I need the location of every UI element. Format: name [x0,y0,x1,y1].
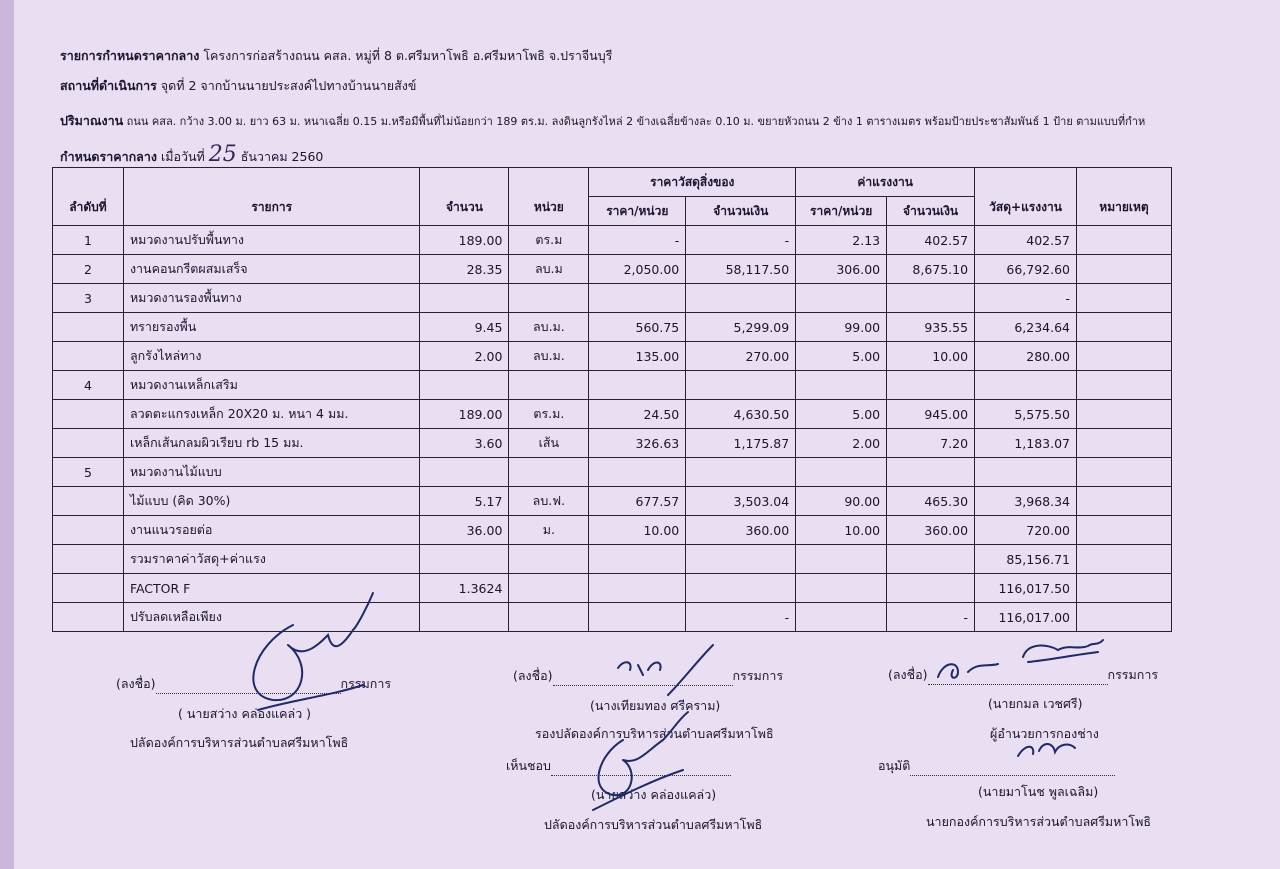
sign-label-2: (ลงชื่อ) [513,668,553,683]
committee-label-2: กรรมการ [732,668,784,683]
signature-2 [608,640,718,710]
cell-unit: เส้น [509,429,589,458]
cell-tot: 1,183.07 [975,429,1077,458]
cell-mp: - [589,226,686,255]
header-line-4 [60,142,323,167]
cell-note [1077,487,1172,516]
date-month-year: ธันวาคม 2560 [240,149,324,164]
cell-unit: ลบ.ม. [509,313,589,342]
signer-1-name: ( นายสว่าง คล่องแคล่ว ) [178,706,312,721]
cell-note [1077,226,1172,255]
dotted-line [928,684,1108,685]
signature-1 [233,585,383,720]
header-line-1 [60,46,612,66]
signer-4-position: ปลัดองค์การบริหารส่วนตำบลศรีมหาโพธิ [544,817,763,832]
cell-lp [796,458,887,487]
header-line-3 [60,111,1145,131]
cell-item: หมวดงานเหล็กเสริม [123,371,420,400]
cell-no: 4 [53,371,124,400]
signer-5-position: นายกองค์การบริหารส่วนตำบลศรีมหาโพธิ [926,814,1152,829]
cell-item: งานคอนกรีตผสมเสร็จ [123,255,420,284]
cell-note [1077,342,1172,371]
final-dash-2: - [887,603,975,632]
signature-5 [1013,736,1083,764]
cell-tot: 6,234.64 [975,313,1077,342]
cell-la: 7.20 [887,429,975,458]
cell-ma: 58,117.50 [686,255,796,284]
cell-note [1077,255,1172,284]
factor-label: FACTOR F [123,574,420,603]
cell-tot: 402.57 [975,226,1077,255]
table-row [53,429,1172,458]
cell-unit: ตร.ม [509,226,589,255]
document-page [8,0,1280,869]
cell-ma [686,284,796,313]
cell-mp: 677.57 [589,487,686,516]
final-row [53,603,1172,632]
header-item: รายการ [123,168,420,226]
cell-qty [420,284,509,313]
cell-unit: ลบ.ฟ. [509,487,589,516]
sum-label: รวมราคาค่าวัสดุ+ค่าแรง [123,545,420,574]
cell-no: 1 [53,226,124,255]
signature-3 [928,632,1108,682]
header-material-group: ราคาวัสดุสิ่งของ [589,168,796,197]
cell-ma: 270.00 [686,342,796,371]
committee-label-3: กรรมการ [1107,667,1159,682]
cell-tot: 280.00 [975,342,1077,371]
final-dash-1: - [686,603,796,632]
cell-tot: 66,792.60 [975,255,1077,284]
cell-qty: 36.00 [420,516,509,545]
cell-note [1077,313,1172,342]
cell-unit [509,371,589,400]
cell-qty: 189.00 [420,226,509,255]
cell-note [1077,284,1172,313]
cell-item: ไม้แบบ (คิด 30%) [123,487,420,516]
header-labor-unit-price: ราคา/หน่วย [796,197,887,226]
cell-tot [975,458,1077,487]
cell-qty: 28.35 [420,255,509,284]
cell-tot [975,371,1077,400]
cell-mp: 560.75 [589,313,686,342]
header-no: ลำดับที่ [53,168,124,226]
cell-qty: 3.60 [420,429,509,458]
cell-qty: 9.45 [420,313,509,342]
final-total: 116,017.00 [975,603,1077,632]
cell-note [1077,458,1172,487]
cell-mp: 24.50 [589,400,686,429]
cell-item: หมวดงานปรับพื้นทาง [123,226,420,255]
cell-qty [420,458,509,487]
cell-mp: 135.00 [589,342,686,371]
cell-item: หมวดงานไม้แบบ [123,458,420,487]
cell-note [1077,516,1172,545]
cell-note [1077,400,1172,429]
cell-item: ทรายรองพื้น [123,313,420,342]
cell-no [53,429,124,458]
signer-5-name: (นายมาโนช พูลเฉลิม) [978,784,1099,799]
table-row [53,487,1172,516]
cell-qty: 189.00 [420,400,509,429]
cell-mp [589,371,686,400]
table-row [53,342,1172,371]
header-unit: หน่วย [509,168,589,226]
sign-label-3: (ลงชื่อ) [888,667,928,682]
location-label: สถานที่ดำเนินการ [60,78,157,93]
cell-lp: 99.00 [796,313,887,342]
cell-lp: 2.00 [796,429,887,458]
signer-3-position: ผู้อำนวยการกองช่าง [990,726,1099,741]
factor-value: 1.3624 [420,574,509,603]
cell-no [53,400,124,429]
cell-la: 10.00 [887,342,975,371]
header-qty: จำนวน [420,168,509,226]
price-table [52,167,1172,632]
cell-note [1077,429,1172,458]
cell-la [887,458,975,487]
cell-la: 402.57 [887,226,975,255]
cell-la: 8,675.10 [887,255,975,284]
price-date-label: กำหนดราคากลาง [60,149,157,164]
cell-tot: 720.00 [975,516,1077,545]
cell-qty [420,371,509,400]
table-row [53,313,1172,342]
cell-no [53,516,124,545]
cell-item: หมวดงานรองพื้นทาง [123,284,420,313]
cell-no: 5 [53,458,124,487]
table-row [53,458,1172,487]
cell-la [887,371,975,400]
cell-tot: 3,968.34 [975,487,1077,516]
cell-unit: ลบ.ม. [509,342,589,371]
table-row [53,226,1172,255]
cell-lp: 10.00 [796,516,887,545]
cell-lp [796,371,887,400]
cell-unit: ลบ.ม [509,255,589,284]
cell-unit: ม. [509,516,589,545]
final-label: ปรับลดเหลือเพียง [123,603,420,632]
cell-item: เหล็กเส้นกลมผิวเรียบ rb 15 มม. [123,429,420,458]
header-line-2 [60,76,416,96]
cell-item: ลูกรังไหล่ทาง [123,342,420,371]
header-total: วัสดุ+แรงงาน [975,168,1077,226]
cell-la: 935.55 [887,313,975,342]
cell-item: งานแนวรอยต่อ [123,516,420,545]
cell-la: 360.00 [887,516,975,545]
dotted-line [910,775,1115,776]
cell-ma: 360.00 [686,516,796,545]
table-row [53,284,1172,313]
cell-ma: - [686,226,796,255]
cell-ma: 4,630.50 [686,400,796,429]
sign-label-1: (ลงชื่อ) [116,676,156,691]
cell-ma [686,371,796,400]
cell-ma: 5,299.09 [686,313,796,342]
header-material-unit-price: ราคา/หน่วย [589,197,686,226]
cell-qty: 5.17 [420,487,509,516]
cell-mp: 10.00 [589,516,686,545]
quantity-label: ปริมาณงาน [60,113,124,128]
cell-unit: ตร.ม. [509,400,589,429]
location-text: จุดที่ 2 จากบ้านนายประสงค์ไปทางบ้านนายสังข์ [160,78,417,93]
signer-2-name: (นางเทียมทอง ศรีคราม) [590,698,721,713]
header-material-amount: จำนวนเงิน [686,197,796,226]
signer-2-position: รองปลัดองค์การบริหารส่วนตำบลศรีมหาโพธิ [535,726,774,741]
cell-lp: 306.00 [796,255,887,284]
cell-mp: 326.63 [589,429,686,458]
date-prefix: เมื่อวันที่ [160,149,205,164]
table-row [53,371,1172,400]
cell-qty: 2.00 [420,342,509,371]
cell-unit [509,284,589,313]
sum-value: 85,156.71 [975,545,1077,574]
header-labor-group: ค่าแรงงาน [796,168,975,197]
cell-ma [686,458,796,487]
cell-no [53,487,124,516]
table-body [53,226,1172,545]
cell-note [1077,371,1172,400]
header-labor-amount: จำนวนเงิน [887,197,975,226]
cell-no [53,342,124,371]
handwritten-day: 25 [208,142,237,167]
cell-item: ลวดตะแกรงเหล็ก 20X20 ม. หนา 4 มม. [123,400,420,429]
table-row [53,400,1172,429]
cell-lp [796,284,887,313]
header-label: รายการกำหนดราคากลาง [60,48,200,63]
cell-la [887,284,975,313]
table-row [53,516,1172,545]
cell-tot: 5,575.50 [975,400,1077,429]
cell-lp: 5.00 [796,400,887,429]
cell-lp: 90.00 [796,487,887,516]
approve-label: อนุมัติ [878,758,911,773]
cell-lp: 2.13 [796,226,887,255]
header-note: หมายเหตุ [1077,168,1172,226]
cell-la: 465.30 [887,487,975,516]
factor-total: 116,017.50 [975,574,1077,603]
cell-mp [589,458,686,487]
cell-no [53,313,124,342]
cell-lp: 5.00 [796,342,887,371]
cell-ma: 1,175.87 [686,429,796,458]
signer-1-position: ปลัดองค์การบริหารส่วนตำบลศรีมหาโพธิ [130,735,349,750]
cell-unit [509,458,589,487]
signer-4-name: (นายสว่าง คล่องแคล่ว) [591,787,717,802]
factor-row [53,574,1172,603]
project-title: โครงการก่อสร้างถนน คสล. หมู่ที่ 8 ต.ศรีมหาโพธิ อ.ศรีมหาโพธิ จ.ปราจีนบุรี [203,48,613,63]
cell-mp [589,284,686,313]
signature-4 [563,710,713,820]
sum-row [53,545,1172,574]
cell-la: 945.00 [887,400,975,429]
cell-ma: 3,503.04 [686,487,796,516]
committee-label-1: กรรมการ [340,676,392,691]
table-row [53,255,1172,284]
approve-seen-label: เห็นชอบ [506,758,551,773]
cell-mp: 2,050.00 [589,255,686,284]
quantity-text: ถนน คสล. กว้าง 3.00 ม. ยาว 63 ม. หนาเฉลี่ย 0.15 ม.หรือมีพื้นที่ไม่น้อยกว่า 189 ตร.ม. ลงดินลูกรังไหล่ 2 ข้างเฉลี่ยข้างละ 0.10 ม. ขยายหัวถนน 2 ข้าง 1 ตารางเมตร พร้อมป้ายประชาสัมพันธ์ 1 ป้าย ตามแบบที่กำห [126,115,1146,128]
cell-no: 3 [53,284,124,313]
cell-tot: - [975,284,1077,313]
signer-3-name: (นายกมล เวชศรี) [988,696,1083,711]
cell-no: 2 [53,255,124,284]
